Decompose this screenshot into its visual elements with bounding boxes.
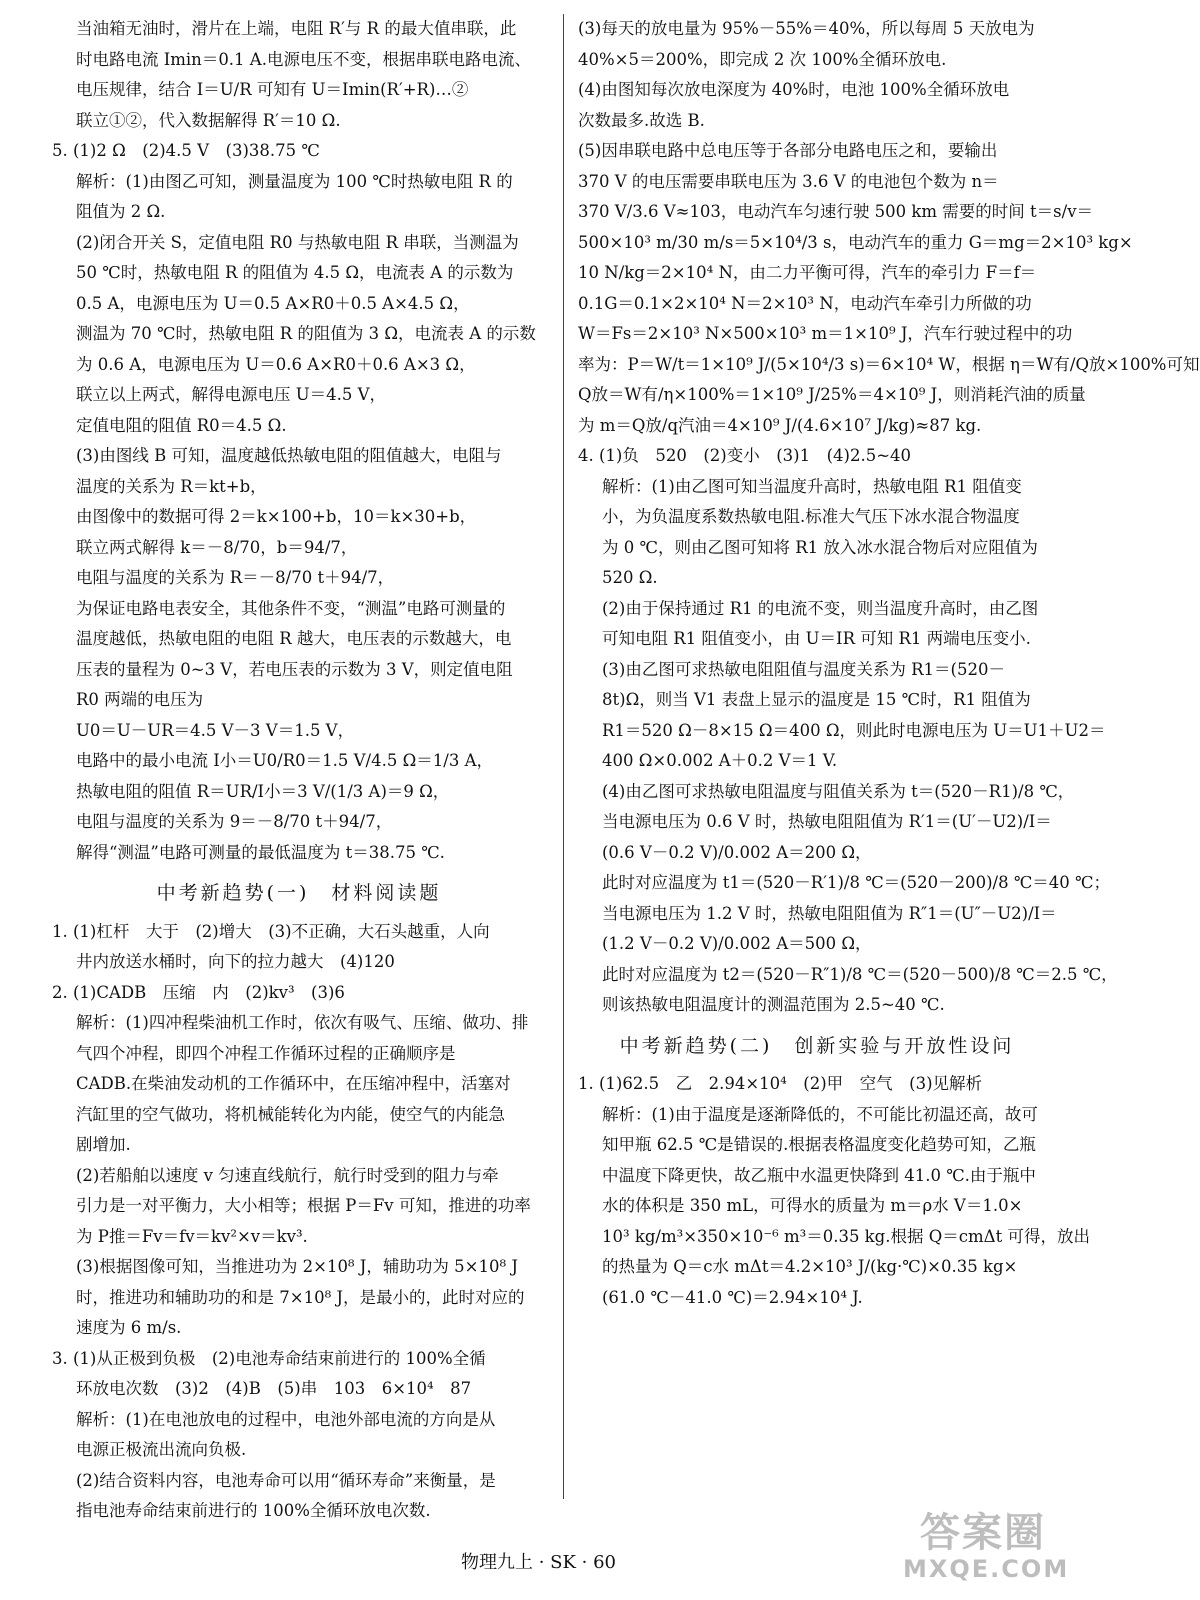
text-line: 可知电阻 R1 阻值变小，由 U＝IR 可知 R1 两端电压变小. bbox=[602, 629, 1031, 648]
text-line: 时，推进功和辅助功的和是 7×10⁸ J，是最小的，此时对应的 bbox=[76, 1287, 525, 1307]
text-line: 水的体积是 350 mL，可得水的质量为 m＝ρ水 V＝1.0× bbox=[602, 1196, 1023, 1215]
text-line: 3. (1)从正极到负极 (2)电池寿命结束前进行的 100%全循 bbox=[52, 1348, 486, 1368]
text-line: 环放电次数 (3)2 (4)B (5)串 103 6×10⁴ 87 bbox=[76, 1379, 472, 1398]
text-line: 热敏电阻的阻值 R＝UR/I小＝3 V/(1/3 A)＝9 Ω， bbox=[76, 781, 450, 801]
text-line: 解得“测温”电路可测量的最低温度为 t＝38.75 ℃. bbox=[76, 842, 445, 862]
text-line: 解析：(1)由图乙可知，测量温度为 100 ℃时热敏电阻 R 的 bbox=[76, 171, 513, 191]
column-divider bbox=[563, 14, 564, 1499]
text-line: 电压规律，结合 I＝U/R 可知有 U＝Imin(R′+R)…② bbox=[76, 80, 469, 99]
text-line: 0.5 A，电源电压为 U＝0.5 A×R0＋0.5 A×4.5 Ω， bbox=[76, 293, 470, 313]
text-line: 温度的关系为 R＝kt+b， bbox=[76, 476, 267, 496]
text-line: 520 Ω. bbox=[602, 568, 658, 587]
text-line: 联立以上两式，解得电源电压 U＝4.5 V， bbox=[76, 385, 387, 404]
watermark-logo bbox=[903, 1510, 1070, 1590]
text-line: 解析：(1)由乙图可知当温度升高时，热敏电阻 R1 阻值变 bbox=[602, 476, 1022, 496]
text-line: W＝Fs＝2×10³ N×500×10³ m＝1×10⁹ J，汽车行驶过程中的功 bbox=[578, 324, 1073, 343]
text-line: 解析：(1)四冲程柴油机工作时，依次有吸气、压缩、做功、排 bbox=[76, 1013, 529, 1032]
text-line: 1. (1)杠杆 大于 (2)增大 (3)不正确，大石头越重，人向 bbox=[52, 921, 490, 941]
text-line: 率为：P＝W/t＝1×10⁹ J/(5×10⁴/3 s)＝6×10⁴ W，根据 η＝W有/Q放×100%可知 bbox=[578, 354, 1200, 374]
watermark-text: 答案圈 bbox=[920, 1510, 1046, 1556]
text-line: 400 Ω×0.002 A＋0.2 V＝1 V. bbox=[602, 751, 838, 770]
text-line: (4)由图知每次放电深度为 40%时，电池 100%全循环放电 bbox=[578, 80, 1010, 99]
text-line: 为 0.6 A，电源电压为 U＝0.6 A×R0＋0.6 A×3 Ω， bbox=[76, 354, 476, 374]
text-line: 370 V/3.6 V≈103，电动汽车匀速行驶 500 km 需要的时间 t＝s/v＝ bbox=[578, 202, 1094, 221]
text-line: 当电源电压为 0.6 V 时，热敏电阻阻值为 R′1＝(U′－U2)/I＝ bbox=[602, 812, 1052, 831]
text-line: 剧增加. bbox=[76, 1135, 131, 1154]
text-line: 知甲瓶 62.5 ℃是错误的.根据表格温度变化趋势可知，乙瓶 bbox=[602, 1135, 1036, 1154]
text-line: U0＝U－UR＝4.5 V－3 V＝1.5 V， bbox=[76, 720, 355, 740]
text-line: 此时对应温度为 t1＝(520－R′1)/8 ℃＝(520－200)/8 ℃＝40 ℃； bbox=[602, 873, 1110, 892]
text-line: 联立①②，代入数据解得 R′＝10 Ω. bbox=[76, 110, 341, 130]
text-line: (4)由乙图可求热敏电阻温度与阻值关系为 t＝(520－R1)/8 ℃， bbox=[602, 781, 1075, 801]
text-line: 引力是一对平衡力，大小相等；根据 P＝Fv 可知，推进的功率 bbox=[76, 1196, 531, 1215]
text-line: 电路中的最小电流 I小＝U0/R0＝1.5 V/4.5 Ω＝1/3 A， bbox=[76, 751, 493, 770]
text-line: 8t)Ω，则当 V1 表盘上显示的温度是 15 ℃时，R1 阻值为 bbox=[602, 690, 1031, 709]
text-line: 4. (1)负 520 (2)变小 (3)1 (4)2.5~40 bbox=[578, 446, 912, 465]
text-line: 370 V 的电压需要串联电压为 3.6 V 的电池包个数为 n＝ bbox=[578, 171, 999, 191]
text-line: (0.6 V－0.2 V)/0.002 A＝200 Ω， bbox=[602, 842, 872, 862]
text-line: 当油箱无油时，滑片在上端，电阻 R′与 R 的最大值串联，此 bbox=[76, 19, 517, 38]
text-line: 为 P推＝Fv＝fv＝kv²×v＝kv³. bbox=[76, 1226, 308, 1246]
section-heading: 中考新趋势(二) 创新实验与开放性设问 bbox=[619, 1034, 1015, 1057]
text-line: 50 ℃时，热敏电阻 R 的阻值为 4.5 Ω，电流表 A 的示数为 bbox=[76, 263, 514, 282]
text-line: 电源正极流出流向负极. bbox=[76, 1440, 247, 1459]
text-line: 1. (1)62.5 乙 2.94×10⁴ (2)甲 空气 (3)见解析 bbox=[578, 1074, 983, 1093]
text-line: (3)由图线 B 可知，温度越低热敏电阻的阻值越大，电阻与 bbox=[76, 446, 502, 465]
text-line: CADB.在柴油发动机的工作循环中，在压缩冲程中，活塞对 bbox=[76, 1074, 511, 1093]
text-line: 此时对应温度为 t2＝(520－R″1)/8 ℃＝(520－500)/8 ℃＝2.5 ℃， bbox=[602, 964, 1118, 984]
text-line: 联立两式解得 k＝－8/70，b＝94/7， bbox=[76, 537, 358, 557]
text-line: (2)结合资料内容，电池寿命可以用“循环寿命”来衡量，是 bbox=[76, 1470, 496, 1490]
text-line: 温度越低，热敏电阻的电阻 R 越大，电压表的示数越大，电 bbox=[76, 629, 512, 648]
text-line: (1.2 V－0.2 V)/0.002 A＝500 Ω， bbox=[602, 934, 872, 953]
text-line: 阻值为 2 Ω. bbox=[76, 202, 166, 221]
text-line: 气四个冲程，即四个冲程工作循环过程的正确顺序是 bbox=[76, 1043, 456, 1063]
text-line: R1＝520 Ω－8×15 Ω＝400 Ω，则此时电源电压为 U＝U1＋U2＝ bbox=[602, 720, 1106, 740]
text-line: 定值电阻的阻值 R0＝4.5 Ω. bbox=[76, 415, 287, 435]
text-line: 时电路电流 Imin＝0.1 A.电源电压不变，根据串联电路电流、 bbox=[76, 49, 531, 69]
text-line: Q放＝W有/η×100%＝1×10⁹ J/25%＝4×10⁹ J，则消耗汽油的质量 bbox=[578, 385, 1086, 404]
text-line: 10 N/kg＝2×10⁴ N，由二力平衡可得，汽车的牵引力 F＝f＝ bbox=[578, 263, 1037, 282]
text-line: 则该热敏电阻温度计的测温范围为 2.5~40 ℃. bbox=[602, 995, 945, 1014]
text-line: 5. (1)2 Ω (2)4.5 V (3)38.75 ℃ bbox=[52, 141, 320, 160]
text-line: 压表的量程为 0~3 V，若电压表的示数为 3 V，则定值电阻 bbox=[76, 659, 513, 679]
text-line: 解析：(1)由于温度是逐渐降低的，不可能比初温还高，故可 bbox=[602, 1104, 1038, 1124]
text-line: 当电源电压为 1.2 V 时，热敏电阻阻值为 R″1＝(U″－U2)/I＝ bbox=[602, 903, 1057, 923]
text-line: 为 m＝Q放/q汽油＝4×10⁹ J/(4.6×10⁷ J/kg)≈87 kg. bbox=[578, 415, 982, 435]
text-line: 指电池寿命结束前进行的 100%全循环放电次数. bbox=[76, 1501, 431, 1520]
text-line: 小，为负温度系数热敏电阻.标准大气压下冰水混合物温度 bbox=[602, 507, 1020, 526]
text-line: (2)若船舶以速度 v 匀速直线航行，航行时受到的阻力与牵 bbox=[76, 1165, 499, 1185]
text-line: (3)由乙图可求热敏电阻阻值与温度关系为 R1＝(520－ bbox=[602, 659, 1005, 679]
text-line: 500×10³ m/30 m/s＝5×10⁴/3 s，电动汽车的重力 G＝mg＝2×10³ kg× bbox=[578, 232, 1133, 252]
text-line: 由图像中的数据可得 2＝k×100+b，10＝k×30+b， bbox=[76, 507, 477, 526]
text-line: (3)每天的放电量为 95%－55%＝40%，所以每周 5 天放电为 bbox=[578, 19, 1035, 38]
text-line: 汽缸里的空气做功，将机械能转化为内能，使空气的内能急 bbox=[76, 1104, 505, 1124]
text-line: 为 0 ℃，则由乙图可知将 R1 放入冰水混合物后对应阻值为 bbox=[602, 537, 1038, 557]
page-footer: 物理九上 · SK · 60 bbox=[460, 1551, 616, 1573]
text-line: (3)根据图像可知，当推进功为 2×10⁸ J，辅助功为 5×10⁸ J bbox=[76, 1257, 518, 1276]
section-heading: 中考新趋势(一) 材料阅读题 bbox=[156, 882, 442, 904]
watermark-url: MXQE.COM bbox=[903, 1555, 1070, 1583]
text-line: 中温度下降更快，故乙瓶中水温更快降到 41.0 ℃.由于瓶中 bbox=[602, 1165, 1036, 1185]
text-line: 测温为 70 ℃时，热敏电阻 R 的阻值为 3 Ω，电流表 A 的示数 bbox=[76, 324, 536, 343]
text-line: (2)闭合开关 S，定值电阻 R0 与热敏电阻 R 串联，当测温为 bbox=[76, 232, 519, 252]
text-line: 速度为 6 m/s. bbox=[76, 1318, 182, 1337]
text-line: (5)因串联电路中总电压等于各部分电路电压之和，要输出 bbox=[578, 141, 998, 160]
text-line: 电阻与温度的关系为 R＝－8/70 t＋94/7， bbox=[76, 568, 395, 587]
text-line: 电阻与温度的关系为 9＝－8/70 t＋94/7， bbox=[76, 812, 393, 831]
text-line: (2)由于保持通过 R1 的电流不变，则当温度升高时，由乙图 bbox=[602, 598, 1039, 618]
text-line: 井内放送水桶时，向下的拉力越大 (4)120 bbox=[76, 952, 395, 971]
text-line: 2. (1)CADB 压缩 内 (2)kv³ (3)6 bbox=[52, 982, 345, 1002]
text-line: 的热量为 Q＝c水 mΔt＝4.2×10³ J/(kg·℃)×0.35 kg× bbox=[602, 1257, 1018, 1276]
text-line: 次数最多.故选 B. bbox=[578, 110, 705, 130]
text-line: 0.1G＝0.1×2×10⁴ N＝2×10³ N，电动汽车牵引力所做的功 bbox=[578, 293, 1032, 313]
right-column bbox=[578, 14, 1200, 1313]
text-line: R0 两端的电压为 bbox=[76, 690, 204, 709]
text-line: 10³ kg/m³×350×10⁻⁶ m³＝0.35 kg.根据 Q＝cmΔt 可得，放出 bbox=[602, 1226, 1090, 1246]
text-line: 解析：(1)在电池放电的过程中，电池外部电流的方向是从 bbox=[76, 1409, 496, 1429]
text-line: 为保证电路电表安全，其他条件不变，“测温”电路可测量的 bbox=[76, 598, 506, 618]
left-column bbox=[52, 14, 546, 1527]
text-line: 40%×5＝200%，即完成 2 次 100%全循环放电. bbox=[578, 49, 947, 69]
text-line: (61.0 ℃－41.0 ℃)＝2.94×10⁴ J. bbox=[602, 1287, 863, 1307]
